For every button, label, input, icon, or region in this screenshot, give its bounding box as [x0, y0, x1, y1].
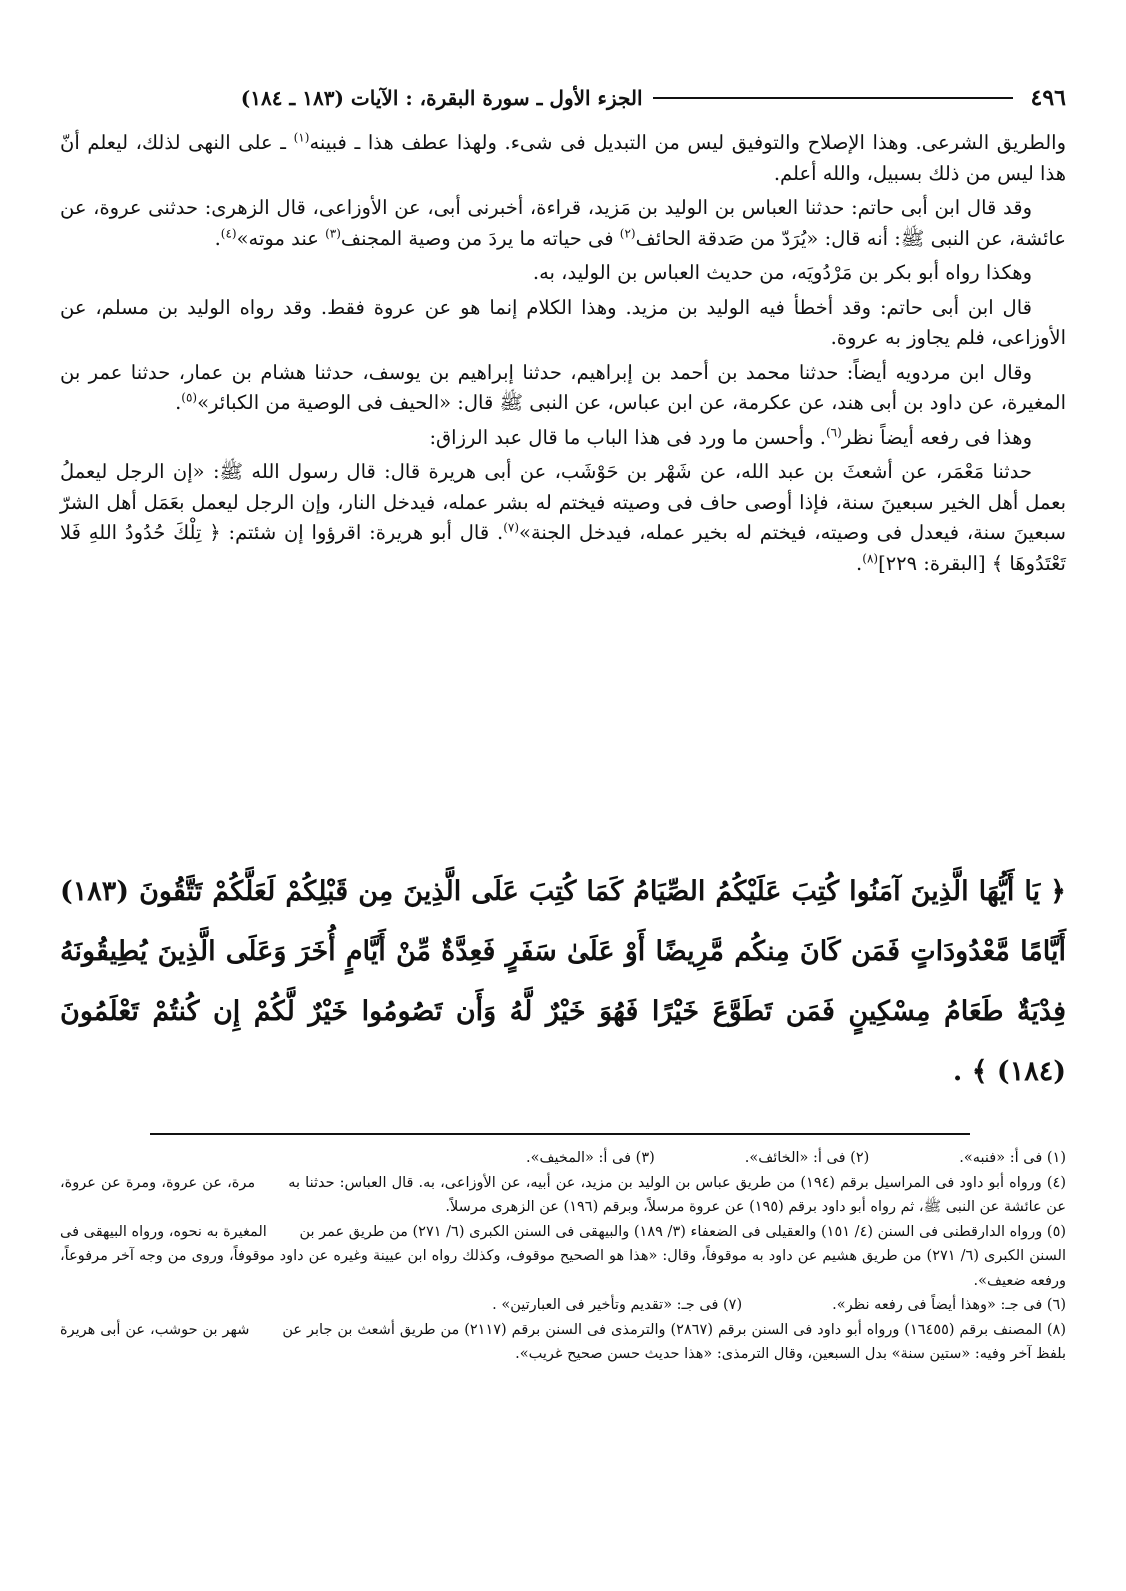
paragraph-3: وهكذا رواه أبو بكر بن مَرْدُويَه، من حديث العباس بن الوليد، به. [532, 261, 1032, 284]
paragraph-7 [60, 457, 1066, 579]
footnote-ref-5: (٥) [181, 390, 198, 405]
text-span: فى حياته ما يردَ من وصية المجنف [340, 226, 620, 250]
paragraph-2 [60, 193, 1066, 254]
text-span: وقد قال ابن أبى حاتم: حدثنا العباس بن الوليد بن مَزيد، قراءة، أخبرنى أبى، عن الأوزاعى، قال الزهرى: حدثنى عروة، عن عائشة، عن النبى ﷺ: أنه قال: «يُرَدّ من صَدقة الحائف [60, 196, 1066, 250]
footnote-3: (٣) فى أ: «المخيف». [525, 1150, 655, 1166]
text-span: . [214, 226, 221, 250]
text-span: عند موته» [236, 226, 326, 250]
footnote-ref-8: (٨) [862, 551, 879, 565]
running-header [60, 80, 1066, 116]
text-span: وهذا فى رفعه أيضاً نظر [841, 425, 1032, 449]
footnote-ref-7: (٧) [503, 520, 520, 535]
quran-verse-block: ﴿ يَا أَيُّهَا الَّذِينَ آمَنُوا كُتِبَ عَلَيْكُمُ الصِّيَامُ كَمَا كُتِبَ عَلَى الَّذِينَ مِن قَبْلِكُمْ لَعَلَّكُمْ تَتَّقُونَ (١٨٣) أَيَّامًا مَّعْدُودَاتٍ فَمَن كَانَ مِنكُم مَّرِيضًا أَوْ عَلَىٰ سَفَرٍ فَعِدَّةٌ مِّنْ أَيَّامٍ أُخَرَ وَعَلَى الَّذِينَ يُطِيقُونَهُ فِدْيَةٌ طَعَامُ مِسْكِينٍ فَمَن تَطَوَّعَ خَيْرًا فَهُوَ خَيْرٌ لَّهُ وَأَن تَصُومُوا خَيْرٌ لَّكُمْ إِن كُنتُمْ تَعْلَمُونَ (١٨٤) ﴾ . [60, 876, 1066, 1087]
text-span: وقال ابن مردويه أيضاً: حدثنا محمد بن أحمد بن إبراهيم، حدثنا إبراهيم بن يوسف، حدثنا هشام بن عمار، حدثنا عمر بن المغيرة، عن داود بن أبى هند، عن عكرمة، عن ابن عباس، عن النبى ﷺ قال: «الحيف فى الوصية من الكبائر» [60, 360, 1066, 414]
page-number: ٤٩٦ [1030, 85, 1066, 111]
text-span: . وأحسن ما ورد فى هذا الباب ما قال عبد الرزاق: [429, 425, 826, 449]
footnote-4 [60, 1171, 1066, 1220]
footnote-row-6-7 [60, 1293, 1066, 1318]
footnote-5 [60, 1220, 1066, 1294]
footnote-ref-4: (٤) [220, 226, 237, 240]
text-span: (٨) المصنف برقم (١٦٤٥٥) ورواه أبو داود فى السنن برقم (٢٨٦٧) والترمذى فى السنن برقم (٢١١٧) من طريق أشعث بن جابر عن [282, 1321, 1067, 1338]
text-span: مرة، عن عروة، ومرة عن عروة، عن عائشة عن النبى ﷺ، ثم رواه أبو داود برقم (١٩٥) عن عروة مرسلاً، وبرقم (١٩٦) عن الزهرى مرسلاً. [60, 1174, 1066, 1215]
footnote-rule [150, 1133, 970, 1135]
footnote-8 [60, 1318, 1066, 1367]
header-title: الجزء الأول ـ سورة البقرة، : الآيات (١٨٣ ـ ١٨٤) [240, 86, 643, 110]
footnote-ref-3: (٣) [325, 226, 341, 240]
footnote-2: (٢) فى أ: «الخائف». [744, 1150, 870, 1166]
text-span: (٤) ورواه أبو داود فى المراسيل برقم (١٩٤) من طريق عباس بن الوليد بن مزيد، عن أبيه، عن الأوزاعى، به. قال العباس: حدثنا به [288, 1174, 1067, 1191]
paragraph-5 [60, 358, 1066, 419]
paragraph-1 [60, 128, 1066, 189]
paragraph-4: قال ابن أبى حاتم: وقد أخطأ فيه الوليد بن مزيد. وهذا الكلام إنما هو عن عروة فقط. وقد رواه الوليد بن مسلم، عن الأوزاعى، فلم يجاوز به عروة. [60, 295, 1066, 349]
text-span: . قال أبو هريرة: اقرؤوا إن شئتم: ﴿ تِلْكَ حُدُودُ اللهِ فَلا تَعْتَدُوهَا ﴾ [البقرة: ٢٢٩] [60, 521, 1066, 575]
text-span: والطريق الشرعى. وهذا الإصلاح والتوفيق ليس من التبديل فى شىء. ولهذا عطف هذا ـ فبينه [309, 131, 1066, 154]
text-span: (٥) ورواه الدارقطنى فى السنن (٤/ ١٥١) والعقيلى فى الضعفاء (٣/ ١٨٩) والبيهقى فى السنن الكبرى (٦/ ٢٧١) من طريق عمر بن [299, 1223, 1067, 1240]
text-span: ـ على النهى لذلك، ليعلم أنّ هذا ليس من ذلك بسبيل، والله أعلم. [60, 131, 1066, 185]
text-span: شهر بن حوشب، عن أبى هريرة بلفظ آخر وفيه: «ستين سنة» بدل السبعين، وقال الترمذى: «هذا حديث حسن صحيح غريب». [60, 1321, 1066, 1362]
footnote-ref-6: (٦) [825, 425, 842, 439]
text-span: المغيرة به نحوه، ورواه البيهقى فى السنن الكبرى (٦/ ٢٧١) من طريق هشيم عن داود به موقوفاً، وقال: «هذا هو الصحيح موقوف، وكذلك رواه ابن عيينة وغيره عن داود موقوفاً، وروى من وجه آخر مرفوعاً، ورفعه ضعيف». [60, 1223, 1066, 1289]
footnote-ref-2: (٢) [619, 226, 636, 240]
footnote-row-1-3 [60, 1146, 1066, 1171]
text-span: حدثنا مَعْمَر، عن أشعثَ بن عبد الله، عن شَهْر بن حَوْشَب، عن أبى هريرة قال: قال رسول الله ﷺ: «إن الرجل ليعملُ بعمل أهل الخير سبعينَ سنة، فإذا أوصى حاف فى وصيته فيختم له بشر عمله، فيدخل النار، وإن الرجل ليعمل بعَمَل أهل الشرّ سبعينَ سنة، فيعدل فى وصيته، فيختم له بخير عمله، فيدخل الجنة» [60, 460, 1067, 544]
text-span: . [856, 551, 863, 575]
footnote-6: (٦) فى جـ: «وهذا أيضاً فى رفعه نظر». [832, 1297, 1066, 1313]
paragraph-6 [60, 423, 1066, 454]
main-text [60, 128, 1066, 583]
footnotes [60, 1146, 1066, 1367]
footnote-7: (٧) فى جـ: «تقديم وتأخير فى العبارتين» . [492, 1297, 743, 1313]
text-span: . [175, 391, 182, 414]
header-rule [653, 97, 1013, 99]
footnote-ref-1: (١) [293, 130, 310, 145]
footnote-1: (١) فى أ: «فنبه». [959, 1150, 1066, 1166]
